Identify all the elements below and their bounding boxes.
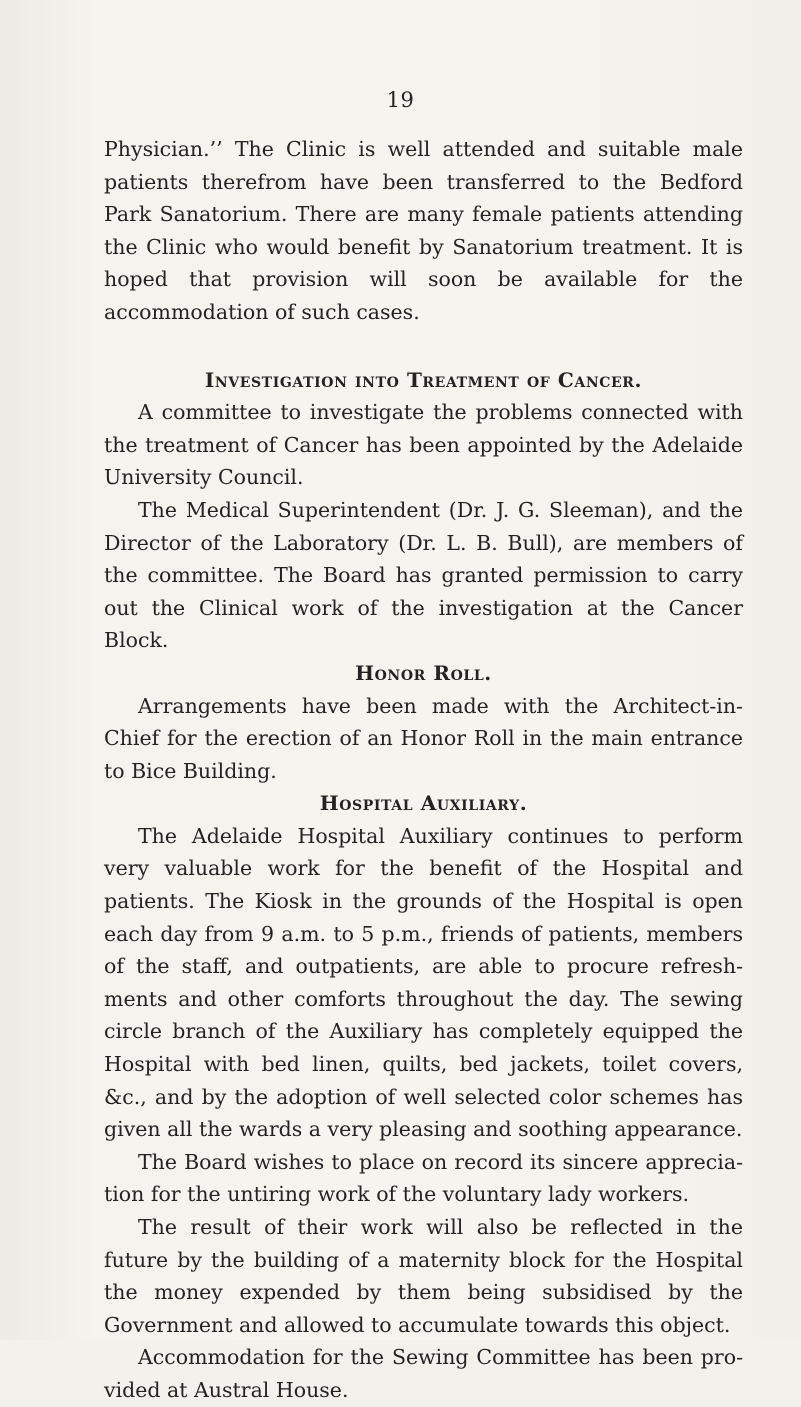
page-content: [104, 133, 743, 1407]
paragraph-committee-members: The Medical Superintendent (Dr. J. G. Sleeman), and the Director of the Laboratory (Dr. L. B. Bull), are members of the committee. The Board has granted permission to carry out the Clinical work of the investigation at the Cancer Block.: [104, 497, 743, 653]
paragraph-clinic: Physician.’’ The Clinic is well attended and suitable male patients therefrom have been transferred to the Bedford Park Sanatorium. There are many female patients attending the Clinic who would benefit by Sanatorium treatment. It is hoped that provision will soon be available for the accommodation of such cases.: [104, 137, 743, 324]
paragraph-auxiliary-work: The Adelaide Hospital Auxiliary continues to perform very valuable work for the benefit of the Hospital and patients. The Kiosk in the grounds of the Hospital is open each day from 9 a.m. to 5 p.m., friends of patients, members of the staff, and outpatients, are able to procure refreshments and other comforts throughout the day. The sewing circle branch of the Auxiliary has completely equipped the Hospital with bed linen, quilts, bed jackets, toilet covers, &c., and by the adoption of well selected color schemes has given all the wards a very pleasing and soothing appearance.: [104, 823, 743, 1142]
paragraph-board-appreciation: The Board wishes to place on record its sincere appreciation for the untiring work of the voluntary lady workers.: [104, 1149, 743, 1207]
heading-honor-roll: Honor Roll.: [355, 660, 492, 685]
paragraph-maternity-block: The result of their work will also be reflected in the future by the building of a maternity block for the Hospital the money expended by them being subsidised by the Government and allowed to accumulate towards this object.: [104, 1215, 743, 1337]
page-number: 19: [386, 88, 415, 112]
paragraph-cancer-committee: A committee to investigate the problems connected with the treatment of Cancer has been appointed by the Adelaide University Council.: [104, 400, 743, 490]
paragraph-honor-roll: Arrangements have been made with the Architect-in-Chief for the erection of an Honor Roll in the main entrance to Bice Building.: [104, 693, 743, 783]
heading-cancer-investigation: Investigation into Treatment of Cancer.: [204, 367, 643, 392]
heading-hospital-auxiliary: Hospital Auxiliary.: [319, 791, 528, 816]
paragraph-sewing-committee: Accommodation for the Sewing Committee has been provided at Austral House.: [104, 1345, 743, 1402]
